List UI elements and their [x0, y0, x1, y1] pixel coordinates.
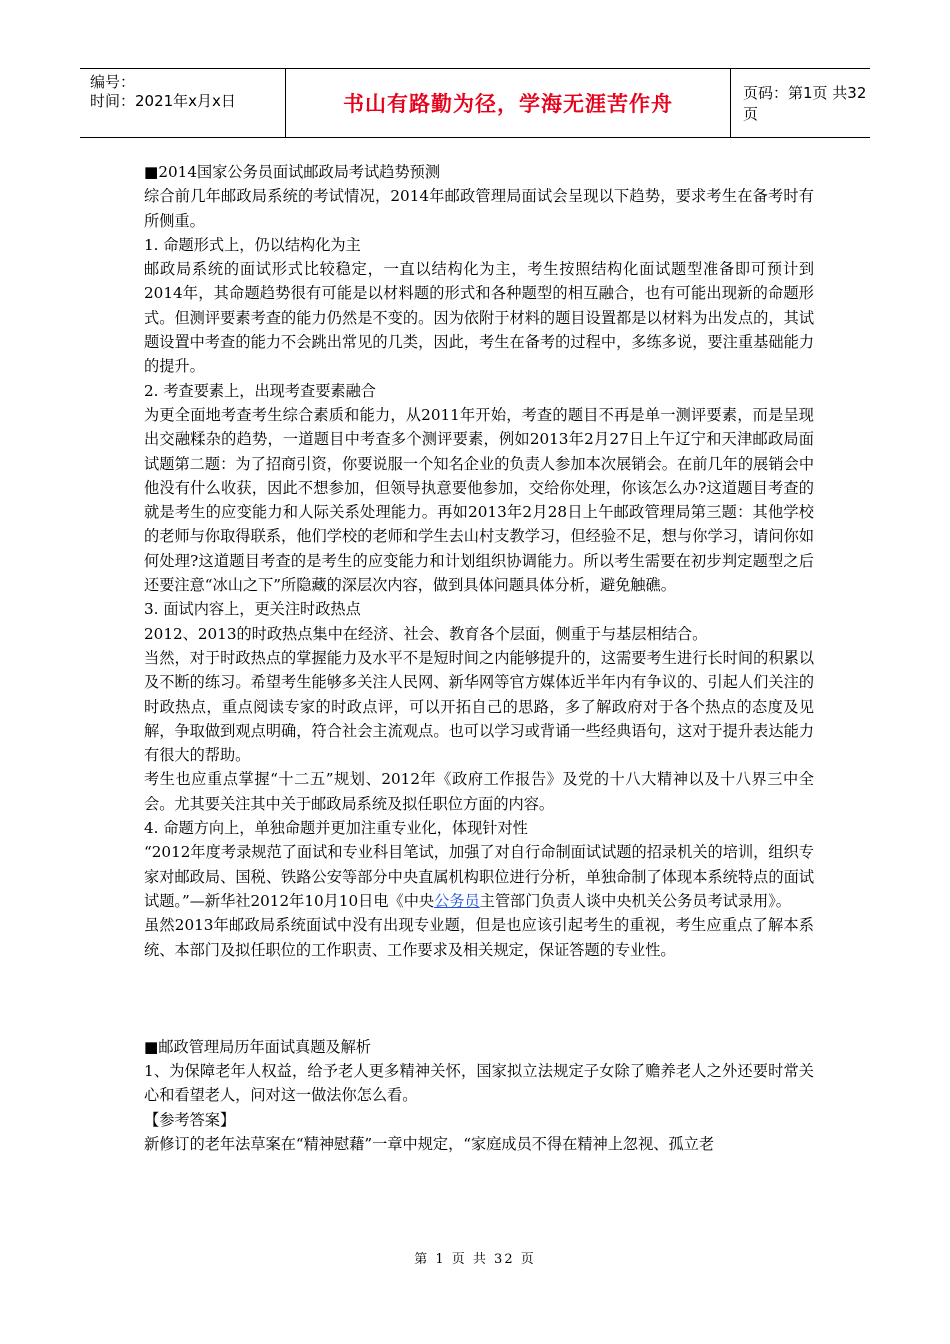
answer-text: 新修订的老年法草案在“精神慰藉”一章中规定，“家庭成员不得在精神上忽视、孤立老 — [144, 1134, 715, 1153]
point-3-body-1: 2012、2013的时政热点集中在经济、社会、教育各个层面，侧重于与基层相结合。 — [144, 624, 708, 643]
quote-text-after-link: 主管部门负责人谈中央机关公务员考试录用》。 — [479, 891, 791, 910]
document-body — [144, 160, 814, 1156]
document-date-label: 时间：2021年x月x日 — [90, 92, 236, 110]
point-2-body: 为更全面地考查考生综合素质和能力，从2011年开始，考查的题目不再是单一测评要素，而是呈现出交融糅杂的趋势，一道题目中考查多个测评要素，例如2013年2月27日上午辽宁和天津邮政局面试题第二题：为了招商引资，你要说服一个知名企业的负责人参加本次展销会。在前几年的展销会中他没有什么收获，因此不想参加，但领导执意要他参加，交给你处理，你该怎么办?这道题目考查的就是考生的应变能力和人际关系处理能力。再如2013年2月28日上午邮政管理局第三题：其他学校的老师与你取得联系，他们学校的老师和学生去山村支教学习，但经验不足，想与你学习，请问你如何处理?这道题目考查的是考生的应变能力和计划组织协调能力。所以考生需要在初步判定题型之后还要注意“冰山之下”所隐藏的深层次内容，做到具体问题具体分析，避免触礁。 — [144, 405, 814, 595]
point-2-heading: 2. 考查要素上，出现考查要素融合 — [144, 381, 376, 400]
page-footer: 第 1 页 共 32 页 — [414, 1252, 536, 1267]
point-4-quote — [144, 840, 814, 913]
section-2-title: ■邮政管理局历年面试真题及解析 — [144, 1037, 371, 1056]
point-4-body: 虽然2013年邮政局系统面试中没有出现专业题，但是也应该引起考生的重视，考生应重点了解本系统、本部门及拟任职位的工作职责、工作要求及相关规定，保证答题的专业性。 — [144, 916, 814, 959]
point-4-heading: 4. 命题方向上，单独命题并更加注重专业化，体现针对性 — [144, 819, 528, 838]
header-motto: 书山有路勤为径，学海无涯苦作舟 — [343, 92, 673, 116]
page-header — [80, 68, 870, 138]
civil-servant-link[interactable]: 公务员 — [434, 891, 480, 910]
point-3-body-2: 当然，对于时政热点的掌握能力及水平不是短时间之内能够提升的，这需要考生进行长时间的积累以及不断的练习。希望考生能够多关注人民网、新华网等官方媒体近半年内有争议的、引起人们关注的时政热点，重点阅读专家的时政点评，可以开拓自己的思路，多了解政府对于各个热点的态度及见解，争取做到观点明确，符合社会主流观点。也可以学习或背诵一些经典语句，这对于提升表达能力有很大的帮助。 — [144, 648, 814, 765]
question-1: 1、为保障老年人权益，给予老人更多精神关怀，国家拟立法规定子女除了赡养老人之外还要时常关心和看望老人，问对这一做法你怎么看。 — [144, 1062, 814, 1105]
intro-paragraph: 综合前几年邮政局系统的考试情况，2014年邮政管理局面试会呈现以下趋势，要求考生在备考时有所侧重。 — [144, 187, 814, 230]
point-1-heading: 1. 命题形式上，仍以结构化为主 — [144, 235, 361, 254]
point-1-body: 邮政局系统的面试形式比较稳定，一直以结构化为主，考生按照结构化面试题型准备即可预计到2014年，其命题趋势很有可能是以材料题的形式和各种题型的相互融合，也有可能出现新的命题形式。但测评要素考查的能力仍然是不变的。因为依附于材料的题目设置都是以材料为出发点的，其试题设置中考查的能力不会跳出常见的几类，因此，考生在备考的过程中，多练多说，要注重基础能力的提升。 — [144, 260, 814, 376]
header-motto-cell — [285, 69, 731, 137]
answer-label: 【参考答案】 — [144, 1110, 236, 1129]
section-title: ■2014国家公务员面试邮政局考试趋势预测 — [144, 163, 441, 181]
point-3-body-3: 考生也应重点掌握“十二五”规划、2012年《政府工作报告》及党的十八大精神以及十八界三中全会。尤其要关注其中关于邮政局系统及拟任职位方面的内容。 — [144, 770, 814, 813]
document-number-label: 编号： — [90, 73, 136, 91]
quote-text-before-link: “2012年度考录规范了面试和专业科目笔试，加强了对自行命制面试试题的招录机关的培训，组织专家对邮政局、国税、铁路公安等部分中央直属机构职位进行分析，单独命制了体现本系统特点的面试试题。”—新华社2012年10月10日电《中央 — [144, 843, 814, 910]
point-3-heading: 3. 面试内容上，更关注时政热点 — [144, 600, 361, 619]
section-spacer — [144, 962, 814, 1035]
header-page-info-cell — [731, 69, 870, 137]
header-meta — [80, 69, 285, 137]
header-page-info: 页码：第1页 共32页 — [743, 84, 867, 123]
